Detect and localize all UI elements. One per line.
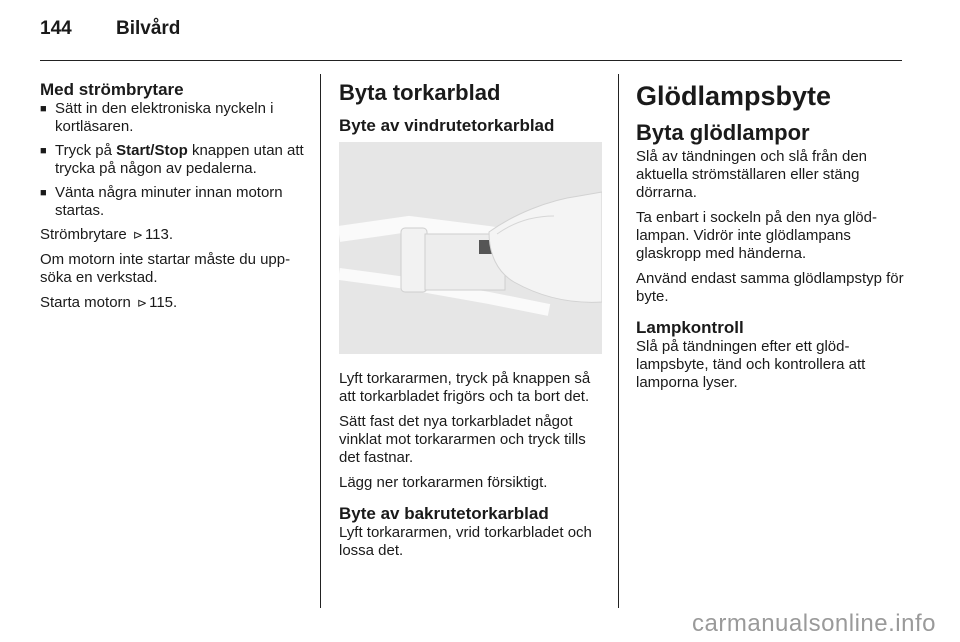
- list-item: ■ Sätt in den elektroniska nyckeln i kortläsaren.: [40, 100, 308, 136]
- reference-arrow-icon: ⊳: [132, 228, 143, 242]
- column-divider-1: [320, 74, 321, 608]
- paragraph: Sätt fast det nya torkarbladet något vinklat mot torkararmen och tryck tills det fastnar.: [339, 413, 586, 466]
- list-item-text: knappen utan att trycka på någon av pedalerna.: [55, 142, 304, 177]
- page-number: 144: [40, 18, 72, 39]
- bullet-list: [40, 100, 308, 220]
- section-title: Byta torkarblad: [339, 80, 501, 105]
- list-item: ■ Vänta några minuter innan motorn startas.: [40, 184, 308, 220]
- button-name: Start/Stop: [116, 142, 188, 159]
- section-title: Glödlampsbyte: [636, 81, 832, 111]
- paragraph: Slå på tändningen efter ett glöd-lampsbyte, tänd och kontrollera att lamporna lyser.: [636, 338, 866, 391]
- paragraph: Slå av tändningen och slå från den aktuella strömställaren eller stäng dörrarna.: [636, 148, 867, 201]
- paragraph: Använd endast samma glödlampstyp för byte.: [636, 270, 904, 305]
- watermark: carmanualsonline.info: [692, 610, 936, 637]
- cross-reference[interactable]: [40, 226, 308, 244]
- wiper-blade-figure: [339, 142, 602, 354]
- reference-page: 115.: [149, 294, 178, 311]
- list-item-text: Tryck på: [55, 142, 117, 159]
- paragraph: Ta enbart i sockeln på den nya glöd-lampan. Vidrör inte glödlampans glaskropp med händerna.: [636, 209, 877, 262]
- column-1: [40, 80, 308, 319]
- column-divider-2: [618, 74, 619, 608]
- reference-page: 113.: [144, 226, 174, 243]
- section-title: Bilvård: [116, 18, 181, 39]
- paragraph: Lyft torkararmen, tryck på knappen så att torkarbladet frigörs och ta bort det.: [339, 370, 591, 405]
- list-item: [40, 142, 308, 178]
- column-2: [339, 80, 607, 567]
- page-header: [40, 18, 180, 40]
- cross-reference[interactable]: [40, 294, 308, 312]
- header-rule: [40, 60, 902, 61]
- reference-arrow-icon: ⊳: [137, 296, 148, 310]
- subsection-title: Byte av bakrutetorkarblad: [339, 504, 549, 523]
- wiper-illustration: [339, 142, 602, 354]
- reference-text: Starta motorn: [40, 294, 131, 311]
- subsection-title: Lampkontroll: [636, 318, 744, 337]
- paragraph: Lägg ner torkararmen försiktigt.: [339, 474, 548, 491]
- section-heading: Med strömbrytare: [40, 80, 184, 99]
- paragraph: Lyft torkararmen, vrid torkarbladet och lossa det.: [339, 524, 592, 559]
- subsection-title: Byta glödlampor: [636, 120, 810, 145]
- column-3: [636, 80, 908, 399]
- reference-text: Strömbrytare: [40, 226, 127, 243]
- paragraph: Om motorn inte startar måste du upp-söka en verkstad.: [40, 251, 291, 286]
- subsection-title: Byte av vindrutetorkarblad: [339, 116, 555, 135]
